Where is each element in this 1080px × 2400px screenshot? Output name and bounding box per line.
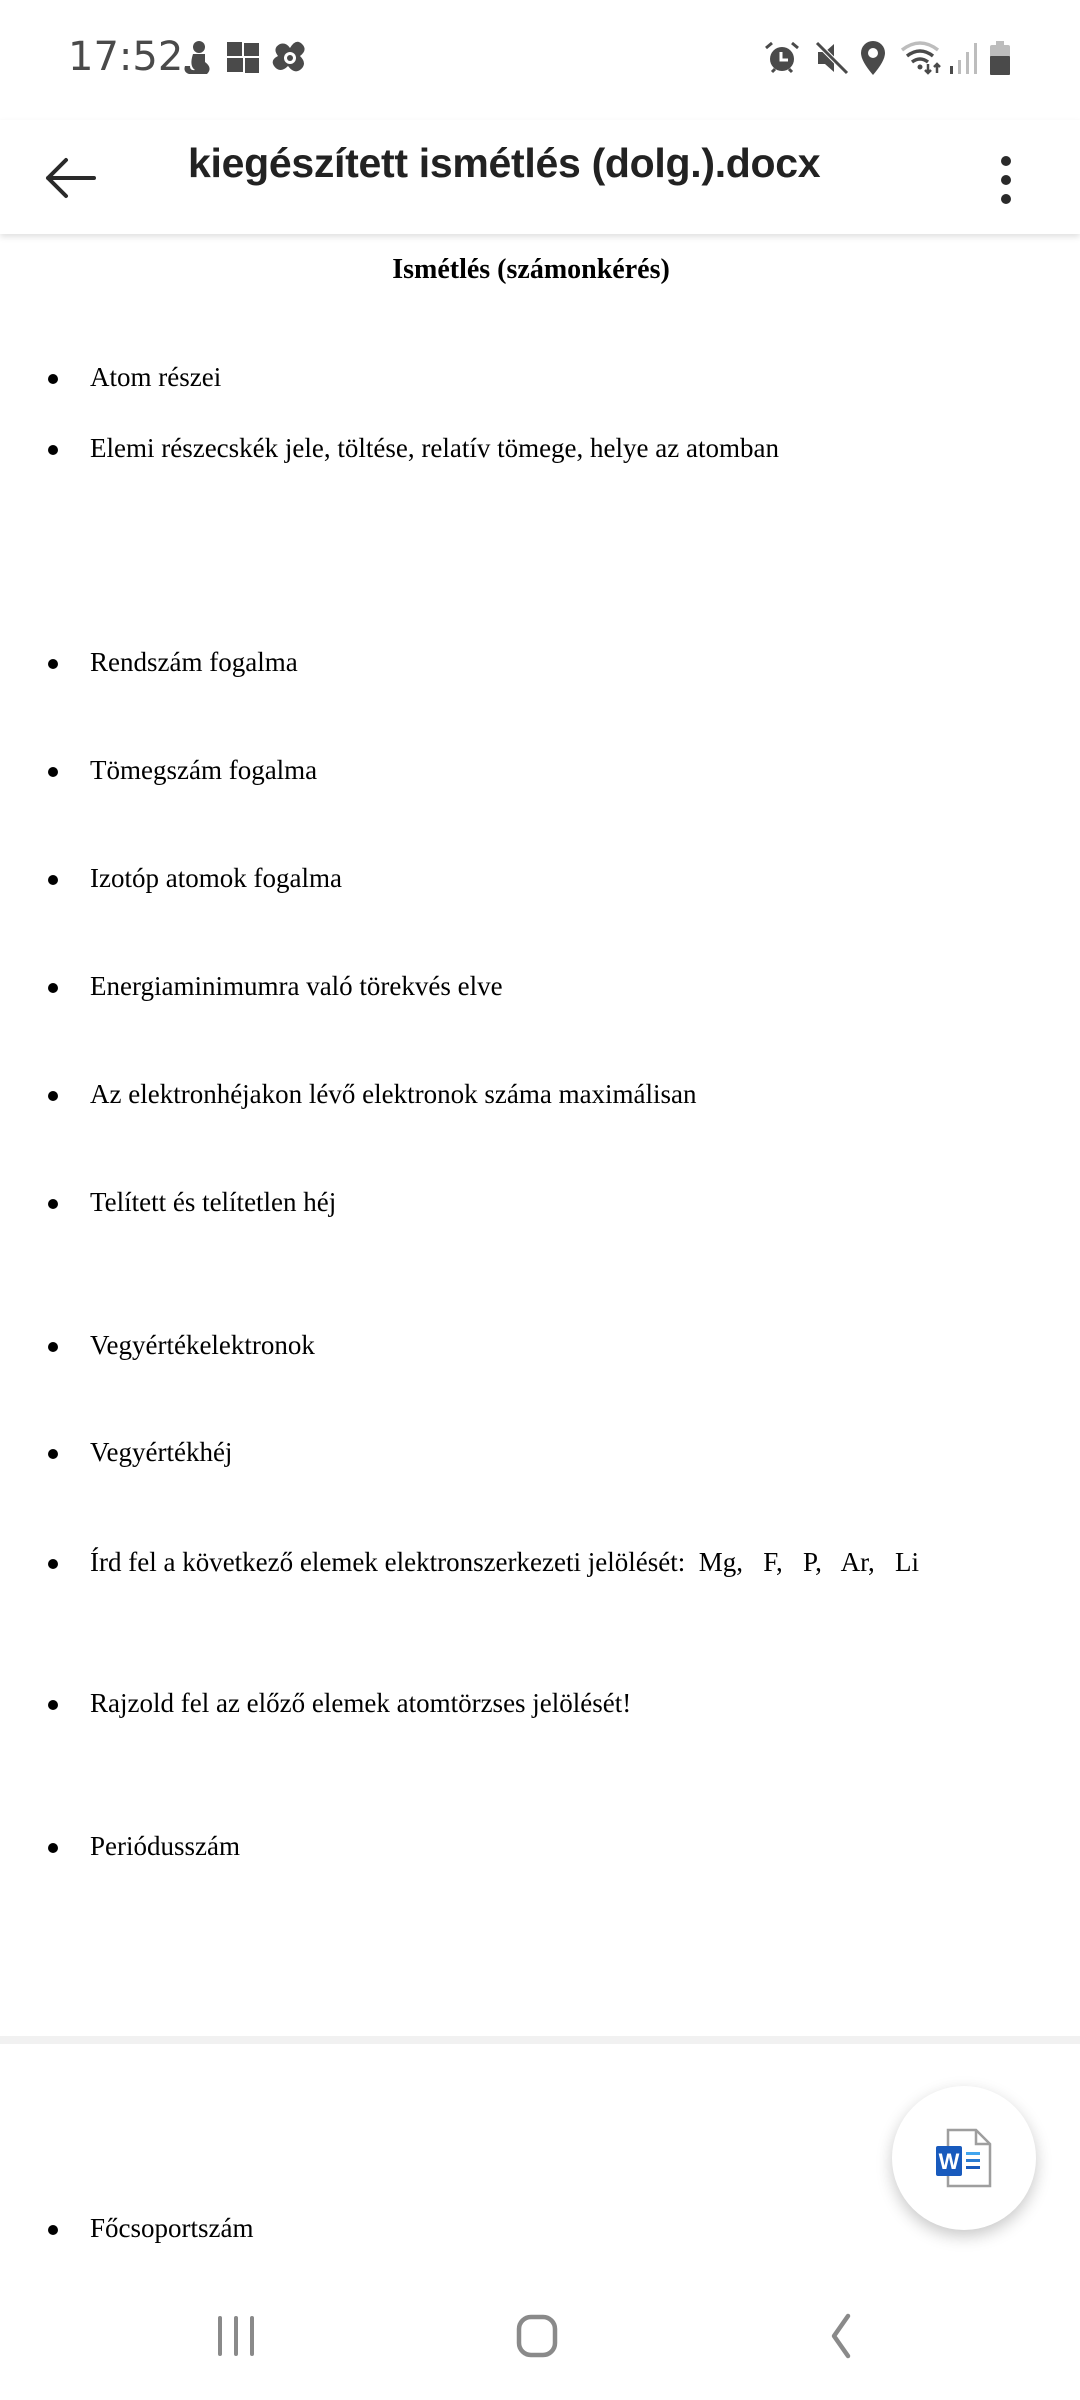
bullet [48,2225,58,2235]
app-bar [0,120,1080,234]
bullet [48,875,58,885]
bullet [48,1843,58,1853]
more-vertical-icon[interactable] [986,138,1026,208]
word-document-icon [892,2086,1036,2230]
quilt-app-icon [226,40,260,74]
assistant-icon [180,40,214,76]
bullet [48,374,58,384]
bullet [48,1559,58,1569]
bullet [48,445,58,455]
battery-icon [988,40,1012,76]
status-bar [0,0,1080,120]
bullet [48,1199,58,1209]
open-in-word-button[interactable] [892,2086,1036,2230]
location-icon [858,40,888,76]
bullet [48,767,58,777]
arrow-left-icon[interactable] [42,138,108,204]
bullet [48,1342,58,1352]
wifi-data-icon [900,40,946,76]
alarm-icon [764,40,800,76]
page-separator [0,2036,1080,2044]
bullet [48,659,58,669]
bullet [48,1091,58,1101]
bullet [48,983,58,993]
mute-icon [814,40,850,76]
navigation-bar [0,2270,1080,2400]
home-icon[interactable] [508,2306,568,2366]
bullet [48,1700,58,1710]
bullet [48,1449,58,1459]
avast-icon [272,40,308,76]
document-heading: Ismétlés (számonkérés) [392,254,670,285]
document-title: kiegészített ismétlés (dolg.).docx [188,140,821,186]
recent-apps-icon[interactable] [206,2306,266,2366]
back-icon[interactable] [812,2306,872,2366]
word-letter: W [938,2149,960,2174]
signal-icon [948,40,978,76]
status-time: 17:52 [68,34,184,80]
